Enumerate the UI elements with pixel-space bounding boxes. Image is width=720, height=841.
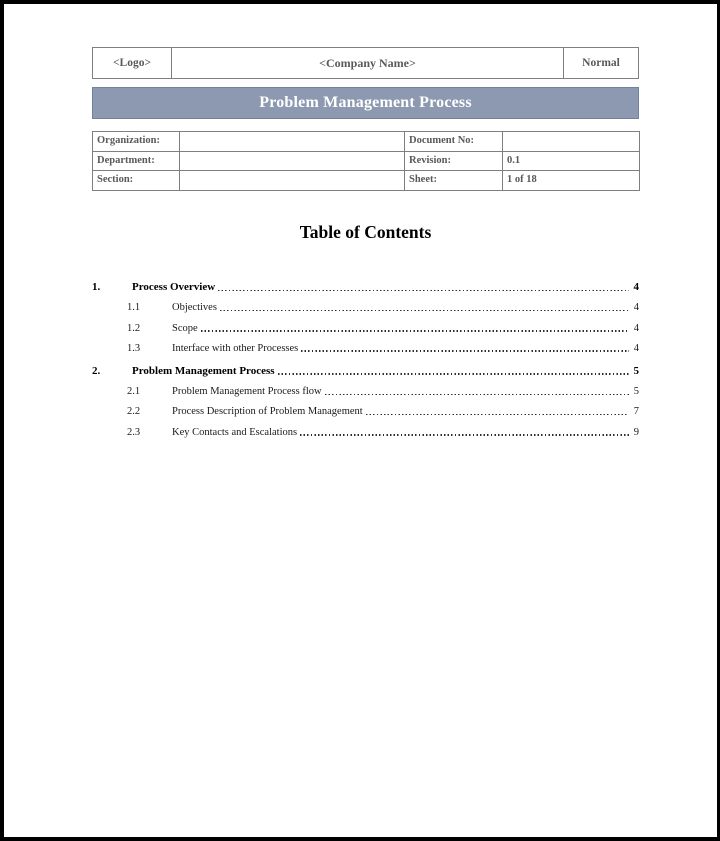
meta-label-right: Sheet:	[405, 171, 503, 191]
meta-label-right: Revision:	[405, 151, 503, 171]
meta-label-right: Document No:	[405, 132, 503, 152]
toc-heading: Table of Contents	[299, 222, 432, 242]
toc-entry[interactable]	[92, 337, 639, 357]
toc-entry[interactable]	[92, 400, 639, 420]
company-name-placeholder: <Company Name>	[172, 47, 564, 79]
toc-entry-number: 1.	[92, 281, 101, 294]
toc-entry-title: Process Description of Problem Management	[172, 406, 363, 418]
logo-placeholder: <Logo>	[92, 47, 172, 79]
toc-entry-number: 1.3	[127, 342, 141, 354]
toc-entry[interactable]	[92, 316, 639, 336]
meta-label-left: Section:	[93, 171, 180, 191]
toc-entry-number: 2.3	[127, 426, 141, 438]
toc-entry-title: Key Contacts and Escalations	[172, 426, 298, 438]
meta-value-right: 0.1	[503, 151, 640, 171]
toc-dot-leader	[220, 310, 629, 312]
toc-entry-number: 1.2	[127, 322, 141, 334]
toc-dot-leader	[278, 373, 629, 375]
toc-entry-page: 7	[633, 406, 639, 418]
toc-entry-page: 4	[633, 302, 639, 314]
meta-row	[93, 171, 640, 191]
meta-value-left	[180, 171, 405, 191]
toc-entry-title: Objectives	[172, 302, 217, 314]
toc-entry-page: 5	[633, 386, 639, 398]
toc-entry[interactable]	[92, 420, 639, 440]
toc-entry[interactable]	[92, 276, 639, 296]
document-title-banner: Problem Management Process	[92, 87, 639, 119]
toc-dot-leader	[301, 350, 629, 352]
toc-entry-number: 2.1	[127, 386, 141, 398]
toc-entry-number: 2.2	[127, 406, 141, 418]
meta-label-left: Department:	[93, 151, 180, 171]
toc-entry-page: 4	[633, 342, 639, 354]
toc-dot-leader	[218, 290, 629, 292]
toc-entry-number: 2.	[92, 364, 101, 377]
toc-entry-title: Problem Management Process	[132, 364, 275, 377]
toc-entry[interactable]	[92, 360, 639, 380]
toc-list	[92, 276, 639, 441]
meta-row	[93, 132, 640, 152]
meta-value-right: 1 of 18	[503, 171, 640, 191]
toc-entry-page: 4	[633, 322, 639, 334]
toc-dot-leader	[366, 414, 629, 416]
toc-entry[interactable]	[92, 380, 639, 400]
document-header-table	[92, 47, 639, 79]
toc-dot-leader	[325, 394, 629, 396]
meta-label-left: Organization:	[93, 132, 180, 152]
meta-row	[93, 151, 640, 171]
document-meta-table	[92, 131, 640, 191]
meta-value-left	[180, 151, 405, 171]
toc-entry-title: Scope	[172, 322, 198, 334]
meta-value-right	[503, 132, 640, 152]
toc-entry[interactable]	[92, 296, 639, 316]
toc-entry-title: Interface with other Processes	[172, 342, 299, 354]
toc-dot-leader	[300, 434, 629, 436]
meta-value-left	[180, 132, 405, 152]
classification-label: Normal	[564, 47, 639, 79]
toc-dot-leader	[201, 330, 629, 332]
document-page	[4, 4, 717, 837]
toc-entry-page: 5	[633, 364, 639, 377]
toc-entry-number: 1.1	[127, 302, 141, 314]
toc-entry-title: Problem Management Process flow	[172, 386, 322, 398]
toc-entry-page: 9	[633, 426, 639, 438]
toc-entry-page: 4	[633, 281, 639, 294]
toc-entry-title: Process Overview	[132, 281, 216, 294]
